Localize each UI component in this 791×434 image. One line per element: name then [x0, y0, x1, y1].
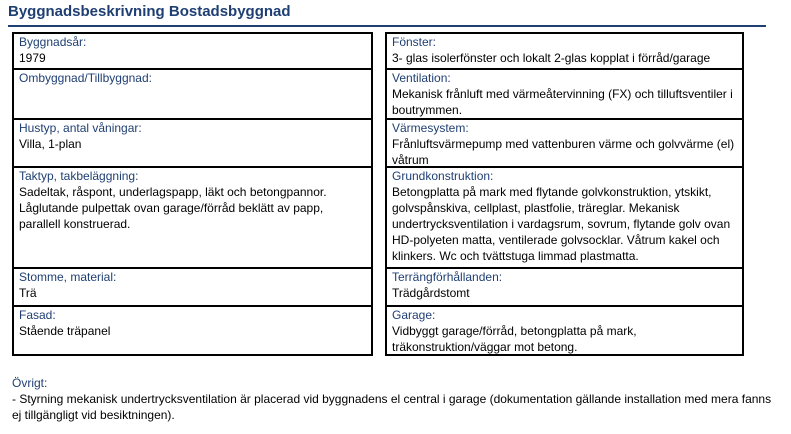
- field-value: Trä: [19, 286, 37, 300]
- field-value: Mekanisk frånluft med värmeåtervinning (FX) och tilluftsventiler i boutrymmen.: [392, 87, 733, 117]
- document-title: Byggnadsbeskrivning Bostadsbyggnad: [8, 3, 291, 20]
- field-label: Värmesystem:: [392, 121, 469, 135]
- other-label: Övrigt:: [12, 376, 48, 390]
- field-label: Ombyggnad/Tillbyggnad:: [19, 71, 152, 85]
- field-value: Vidbyggt garage/förråd, betongplatta på mark, träkonstruktion/väggar mot betong.: [392, 324, 637, 354]
- field-label: Terrängförhållanden:: [392, 270, 503, 284]
- field-value: Stående träpanel: [19, 324, 111, 338]
- field-value: Trädgårdstomt: [392, 286, 470, 300]
- field-fasad: [12, 305, 373, 356]
- field-byggnadsar: [12, 32, 373, 70]
- title-underline: [8, 25, 766, 27]
- field-label: Byggnadsår:: [19, 35, 87, 49]
- field-label: Grundkonstruktion:: [392, 169, 494, 183]
- field-value: 3- glas isolerfönster och lokalt 2-glas kopplat i förråd/garage: [392, 51, 711, 65]
- field-label: Fönster:: [392, 35, 437, 49]
- field-grundkonstruktion: [385, 166, 744, 269]
- field-value: 1979: [19, 51, 46, 65]
- field-terrang: [385, 267, 744, 307]
- field-label: Hustyp, antal våningar:: [19, 121, 142, 135]
- field-taktyp: [12, 166, 373, 269]
- field-value: Frånluftsvärmepump med vattenburen värme och golvvärme (el) våtrum: [392, 137, 735, 167]
- field-hustyp: [12, 118, 373, 168]
- field-label: Taktyp, takbeläggning:: [19, 169, 139, 183]
- field-label: Ventilation:: [392, 71, 451, 85]
- field-ventilation: [385, 68, 744, 120]
- field-varmesystem: [385, 118, 744, 168]
- field-value: Sadeltak, råspont, underlagspapp, läkt och betongpannor. Låglutande pulpettak ovan garage/förråd beklätt av papp, parallell konstruerad.: [19, 185, 327, 231]
- field-value: Villa, 1-plan: [19, 137, 82, 151]
- field-label: Stomme, material:: [19, 270, 117, 284]
- field-garage: [385, 305, 744, 356]
- other-section: [12, 375, 772, 423]
- field-label: Garage:: [392, 308, 436, 322]
- field-value: Betongplatta på mark med flytande golvkonstruktion, ytskikt, golvspånskiva, cellplast, plastfolie, träreglar. Mekanisk undertrycksventilation i vardagsrum, sovrum, flytande golv ovan HD-polyeten matta, ventilerade golvsocklar. Våtrum kakel och klinkers. Wc och tvättstuga limmad plastmatta.: [392, 185, 731, 263]
- field-stomme: [12, 267, 373, 307]
- field-ombyggnad: [12, 68, 373, 120]
- field-fonster: [385, 32, 744, 70]
- field-label: Fasad:: [19, 308, 56, 322]
- other-text: - Styrning mekanisk undertrycksventilation är placerad vid byggnadens el central i garage (dokumentation gällande installation med mera fanns ej tillgängligt vid besiktningen).: [12, 392, 772, 422]
